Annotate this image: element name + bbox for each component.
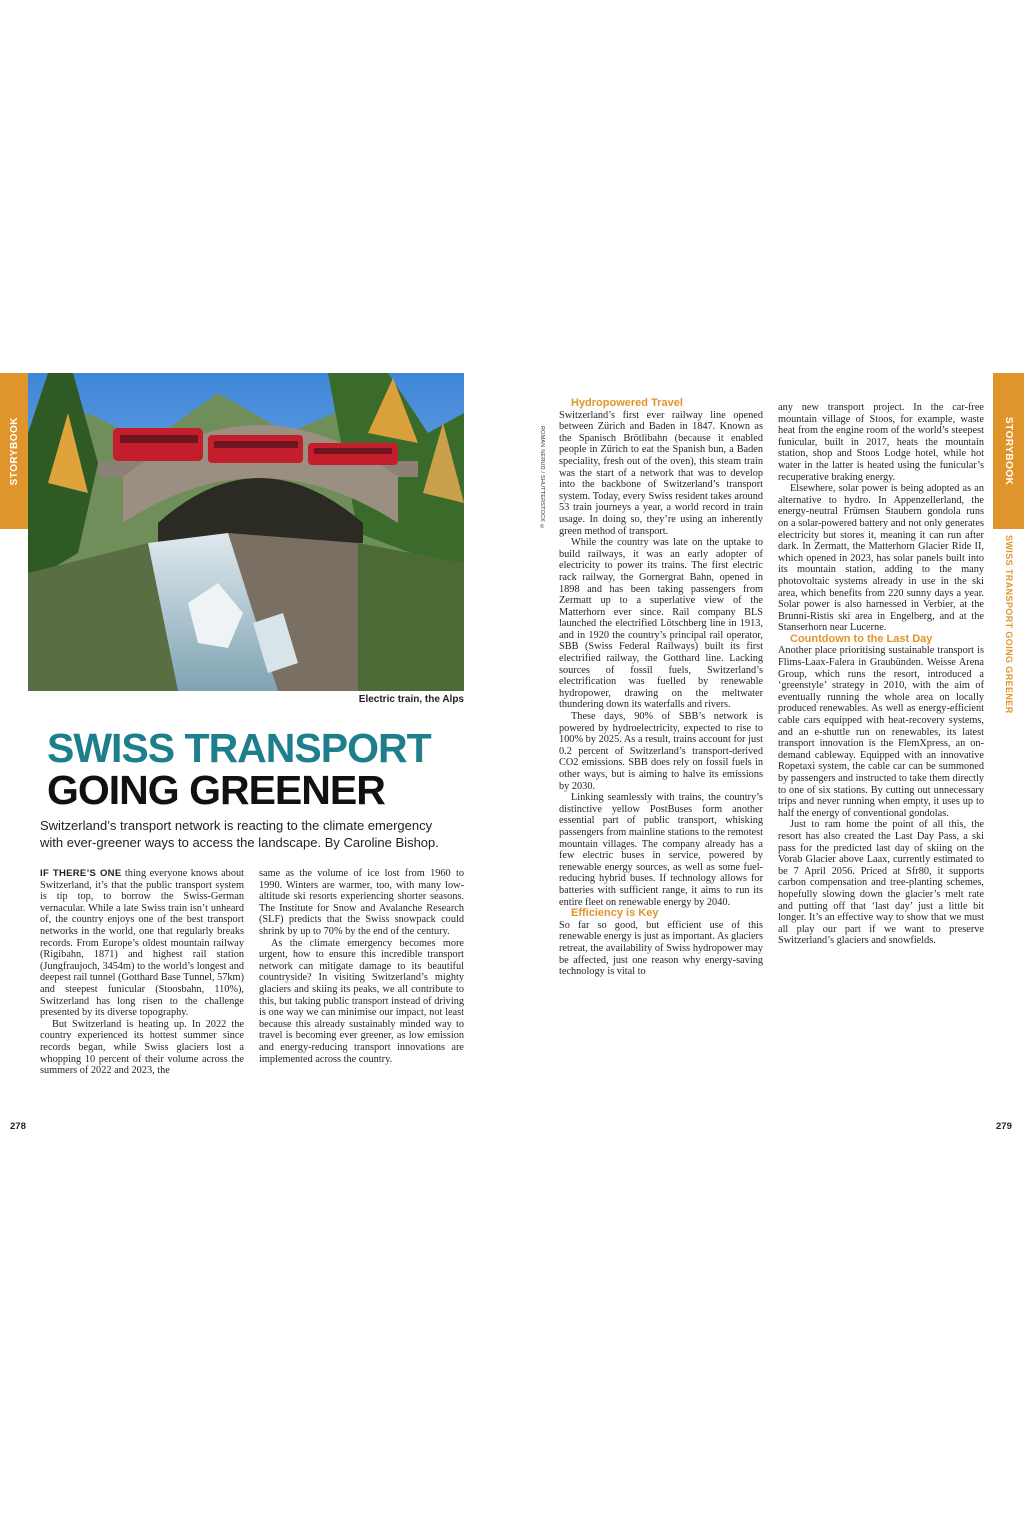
col2-para-2: As the climate emergency becomes more urgent, how to ensure this incredible transport network can mitigate damage to its beautiful countryside? In visiting Switzerland’s mighty glaciers and skiing its peaks, we all contribute to this, but taking public transport instead of driving is one way we can minimise our impact, not least because this already sustainably minded way to travel is becoming ever greener, as low emission and energy-reducing transport innovations are implemented across the country. (259, 937, 464, 1065)
standfirst: Switzerland’s transport network is reacting to the climate emergency with ever-greener ways to access the landscape. By Caroline Bishop. (40, 818, 439, 850)
page-number-left: 278 (10, 1121, 26, 1132)
col3-para-1: Switzerland’s first ever railway line opened between Zürich and Baden in 1847. Known as the Spanisch Brötlibahn (because it enabled people in Zürich to eat the Spanish bun, a Baden speciality, fresh out of the oven), this steam train was the start of a network that was to develop into the backbone of Switzerland’s transport system. Today, every Swiss resident takes around 53 train journeys a year, a world record in train usage. In doing so, they’re using an inherently green method of transport. (559, 409, 763, 537)
photo-credit: ROMAN NERUD / SHUTTERSTOCK © (539, 426, 545, 531)
section-tab-right-label: STORYBOOK (1003, 416, 1014, 486)
train-photo-illustration (28, 373, 464, 691)
col4-para-1: any new transport project. In the car-free mountain village of Stoos, for example, waste heat from the engine room of the world’s steepest funicular, built in 2017, heats the mountain station, shop and Stoos Lodge hotel, while hot water in the latter is heated using the funicular’s recuperative braking energy. (778, 402, 984, 483)
col2-para-1: same as the volume of ice lost from 1960 to 1990. Winters are warmer, too, with many low-altitude ski resorts experiencing shorter seasons. The Institute for Snow and Avalanche Research (SLF) predicts that the Swiss snowpack could shrink by up to 70% by the end of the century. (259, 868, 464, 937)
body-column-4 (778, 402, 984, 947)
lead-in: IF THERE’S ONE (40, 868, 122, 879)
col3-para-2: While the country was late on the uptake to build railways, it was an early adopter of electricity to power its trains. The first electric rack railway, the Gornergrat Bahn, opened in 1898 and has been taking passengers from Zermatt up to a superlative view of the Matterhorn ever since. Rail company BLS launched the electrified Lötschberg line in 1913, and in 1920 the country’s principal rail operator, SBB (Swiss Federal Railways) built its first electrified railway, the Gotthard line. Lacking sources of fossil fuels, Switzerland’s electrification was fuelled by renewable hydropower, drawing on the meltwater thundering down its waterfalls and rivers. (559, 537, 763, 711)
page-number-right: 279 (996, 1121, 1012, 1132)
body-column-2 (259, 868, 464, 1065)
body-column-1 (40, 868, 244, 1077)
col1-para-1 (40, 868, 244, 1019)
section-tab-left-label: STORYBOOK (8, 416, 20, 486)
col3-para-3: These days, 90% of SBB’s network is powered by hydroelectricity, expected to rise to 100% by 2025. As a result, trains account for just 0.2 percent of Switzerland’s transport-derived CO2 emissions. SBB does rely on fossil fuels in other ways, but is aiming to halve its emissions by 2030. (559, 711, 763, 792)
col3-para-4: Linking seamlessly with trains, the country’s distinctive yellow PostBuses form another essential part of public transport, whisking passengers from mainline stations to the remotest mountain villages. The company already has a few electric buses in service, powered by renewable energy sources, as well as some fuel-reducing hybrid buses. If technology allows for batteries with sufficient range, it aims to run its entire fleet on renewable energy by 2040. (559, 792, 763, 908)
headline-line-2: GOING GREENER (47, 767, 385, 813)
section-tab-left (0, 373, 28, 529)
body-column-3 (559, 398, 763, 978)
running-head: SWISS TRANSPORT GOING GREENER (1004, 535, 1014, 714)
photo-caption: Electric train, the Alps (358, 694, 464, 705)
heading-efficiency-is-key: Efficiency is Key (571, 907, 659, 920)
col4-para-3: Another place prioritising sustainable transport is Flims-Laax-Falera in Graubünden. Weisse Arena Group, which runs the resort, introduced a ‘greenstyle’ strategy in 2010, with the aim of eventually running the whole area on locally produced renewables. As well as energy-efficient cable cars equipped with heat-recovery systems, and an e-shuttle run on renewables, its latest transport innovation is the FlemXpress, an on-demand cableway. Equipped with an innovative Ropetaxi system, the cable car can be summoned by passengers and instructed to take them directly to one of six stations. By cutting out unnecessary trips and never running when empty, it uses up to half the energy of conventional gondolas. (778, 645, 984, 819)
train-photo (28, 373, 464, 691)
col3-para-5: So far so good, but efficient use of this renewable energy is just as important. As glaciers retreat, the availability of Swiss hydropower may be affected, just one reason why energy-saving technology is vital to (559, 919, 763, 978)
col1-para-1-text: thing everyone knows about Switzerland, it’s that the public transport system is tip top, to borrow the Swiss-German vernacular. While a late Swiss train isn’t unheard of, the country enjoys one of the best transport networks in the world, one that regularly breaks records. From Europe’s oldest mountain railway (Rigibahn, 1871) and highest rail station (Jungfraujoch, 3454m) to the world’s longest and deepest rail tunnel (Gotthard Base Tunnel, 57km) and steepest funicular (Stoosbahn, 110%), Switzerland has long risen to the challenge presented by its diverse topography. (40, 868, 244, 1019)
headline-line-1: SWISS TRANSPORT (47, 725, 431, 771)
heading-hydropowered-travel: Hydropowered Travel (571, 397, 683, 409)
col4-para-2: Elsewhere, solar power is being adopted as an alternative to hydro. In Appenzellerland, the energy-neutral Frümsen Staubern gondola runs on a solar-powered battery and not only generates electricity but stores it, meaning it can run after dark. In Zermatt, the Matterhorn Glacier Ride II, which opened in 2023, has solar panels built into its mountain station, adding to the many photovoltaic systems already in use in the ski area, which benefits from 220 sunny days a year. Solar power is also harnessed in Verbier, at the Brunni-Ristis ski area in Engelberg, and at the Stanserhorn near Lucerne. (778, 483, 984, 634)
section-tab-right (993, 373, 1024, 529)
col1-para-2: But Switzerland is heating up. In 2022 the country experienced its hottest summer since records began, while Swiss glaciers lost a whopping 10 percent of their volume across the summers of 2022 and 2023, the (40, 1018, 244, 1077)
heading-countdown-to-the-last-day: Countdown to the Last Day (790, 632, 933, 645)
col4-para-4: Just to ram home the point of all this, the resort has also created the Last Day Pass, a ski pass for the predicted last day of skiing on the Vorab Glacier above Laax, currently estimated to be 7 April 2056. Priced at Sfr80, it supports carbon compensation and tree-planting schemes, hopefully slowing down the glacier’s melt rate and putting off that ‘last day’ just a little bit longer. It’s an effective way to show that we must all play our part if we want to preserve Switzerland’s glaciers and snowfields. (778, 819, 984, 947)
